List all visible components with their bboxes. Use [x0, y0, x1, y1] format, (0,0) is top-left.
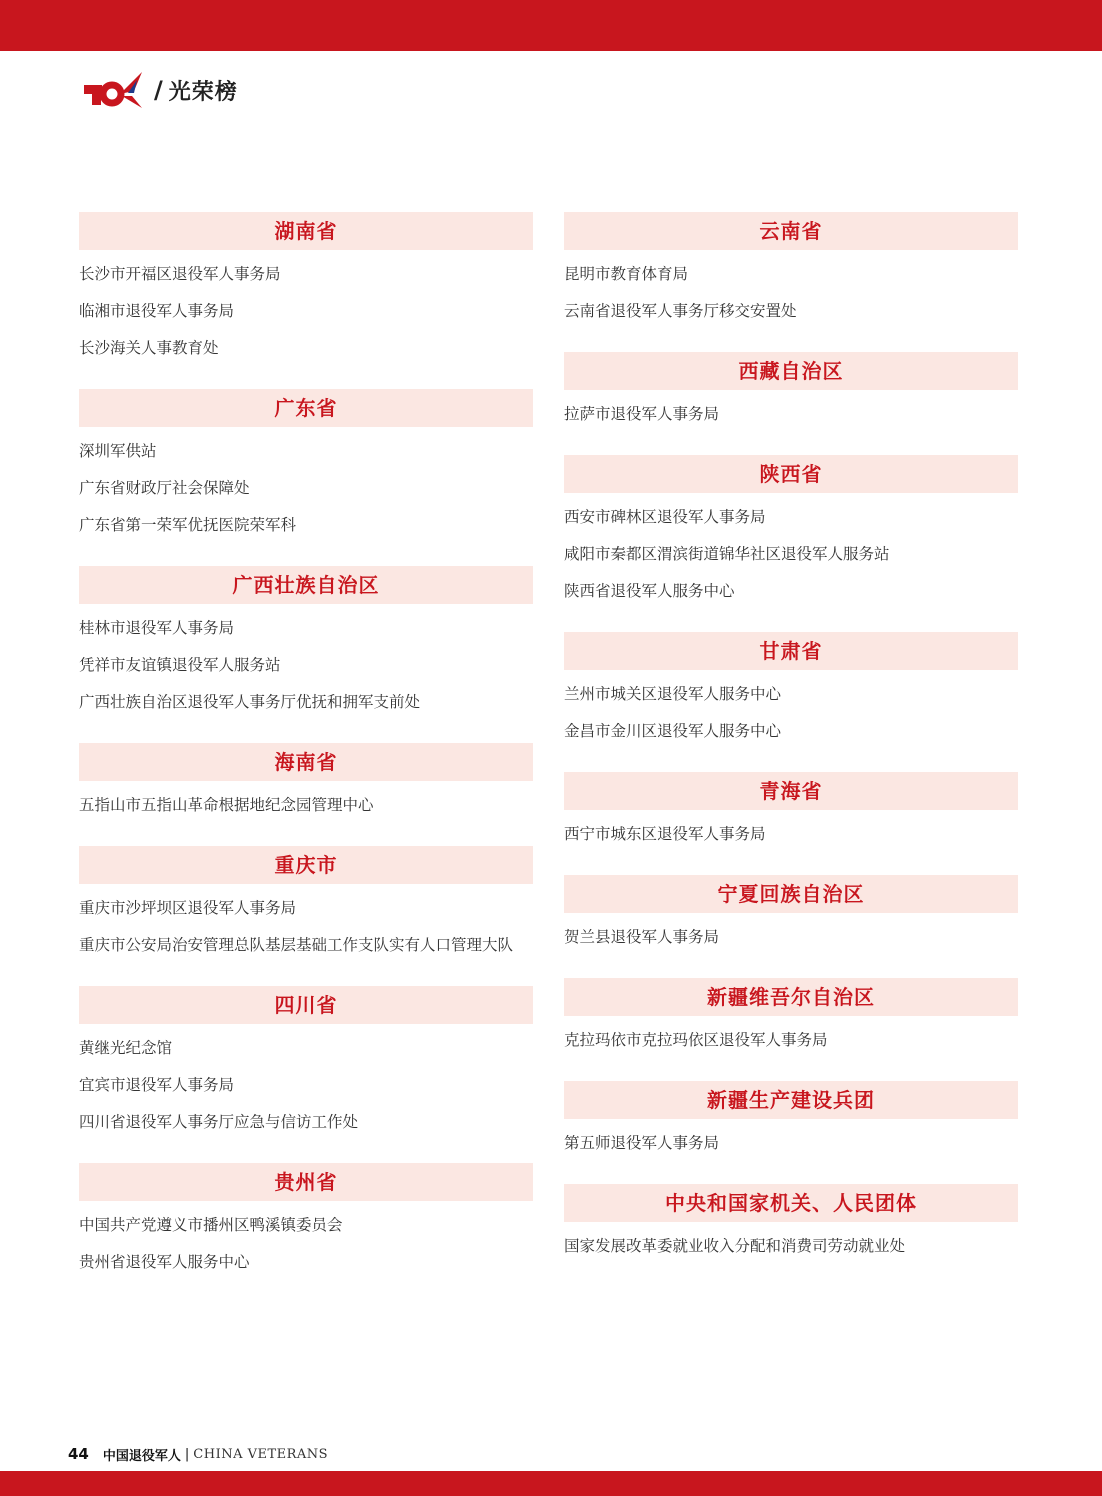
- honoree-item: 兰州市城关区退役军人服务中心: [564, 685, 782, 703]
- region-header: 新疆维吾尔自治区: [564, 978, 1018, 1016]
- magazine-logo-icon: [84, 72, 146, 108]
- honoree-list: [564, 250, 1018, 330]
- honoree-list: [79, 1024, 533, 1141]
- region-header: 甘肃省: [564, 632, 1018, 670]
- honoree-item: 临湘市退役军人事务局: [79, 302, 235, 320]
- honoree-item: 五指山市五指山革命根据地纪念园管理中心: [79, 796, 374, 814]
- honoree-item: 拉萨市退役军人事务局: [564, 405, 720, 423]
- region-group: [79, 566, 533, 721]
- region-group: [564, 455, 1018, 610]
- region-group: [79, 743, 533, 824]
- honoree-item: 宜宾市退役军人事务局: [79, 1076, 235, 1094]
- honoree-item: 云南省退役军人事务厅移交安置处: [564, 302, 797, 320]
- honoree-item: 重庆市公安局治安管理总队基层基础工作支队实有人口管理大队: [79, 936, 514, 954]
- honoree-item: 陕西省退役军人服务中心: [564, 582, 735, 600]
- region-group: [564, 978, 1018, 1059]
- region-group: [564, 875, 1018, 956]
- region-group: [564, 1081, 1018, 1162]
- header-slash: /: [154, 76, 163, 104]
- region-header: 宁夏回族自治区: [564, 875, 1018, 913]
- region-header: 中央和国家机关、人民团体: [564, 1184, 1018, 1222]
- honoree-list: [79, 1201, 533, 1281]
- region-group: [79, 212, 533, 367]
- honoree-item: 西安市碑林区退役军人事务局: [564, 508, 766, 526]
- honoree-list: [79, 427, 533, 544]
- honoree-list: [564, 1016, 1018, 1059]
- honoree-item: 广东省财政厅社会保障处: [79, 479, 250, 497]
- honoree-item: 贺兰县退役军人事务局: [564, 928, 720, 946]
- region-header: 陕西省: [564, 455, 1018, 493]
- honoree-item: 重庆市沙坪坝区退役军人事务局: [79, 899, 297, 917]
- honoree-item: 长沙海关人事教育处: [79, 339, 219, 357]
- honoree-list: [564, 670, 1018, 750]
- region-header: 重庆市: [79, 846, 533, 884]
- honoree-item: 国家发展改革委就业收入分配和消费司劳动就业处: [564, 1237, 906, 1255]
- region-group: [564, 772, 1018, 853]
- region-header: 湖南省: [79, 212, 533, 250]
- region-group: [79, 846, 533, 964]
- region-header: 广东省: [79, 389, 533, 427]
- magazine-name-en: CHINA VETERANS: [193, 1446, 329, 1462]
- honoree-item: 咸阳市秦都区渭滨街道锦华社区退役军人服务站: [564, 545, 890, 563]
- bottom-red-band: [0, 1471, 1102, 1496]
- region-header: 新疆生产建设兵团: [564, 1081, 1018, 1119]
- honoree-item: 金昌市金川区退役军人服务中心: [564, 722, 782, 740]
- honoree-item: 四川省退役军人事务厅应急与信访工作处: [79, 1113, 359, 1131]
- honoree-item: 中国共产党遵义市播州区鸭溪镇委员会: [79, 1216, 343, 1234]
- honoree-item: 桂林市退役军人事务局: [79, 619, 235, 637]
- honoree-item: 广东省第一荣军优抚医院荣军科: [79, 516, 297, 534]
- magazine-name-cn: 中国退役军人: [102, 1448, 181, 1464]
- region-header: 云南省: [564, 212, 1018, 250]
- region-header: 贵州省: [79, 1163, 533, 1201]
- honoree-item: 第五师退役军人事务局: [564, 1134, 720, 1152]
- region-header: 海南省: [79, 743, 533, 781]
- honoree-item: 黄继光纪念馆: [79, 1039, 173, 1057]
- region-group: [564, 212, 1018, 330]
- region-header: 广西壮族自治区: [79, 566, 533, 604]
- honoree-item: 西宁市城东区退役军人事务局: [564, 825, 766, 843]
- region-group: [564, 632, 1018, 750]
- honoree-item: 昆明市教育体育局: [564, 265, 689, 283]
- honoree-list: [564, 1119, 1018, 1162]
- honoree-item: 凭祥市友谊镇退役军人服务站: [79, 656, 281, 674]
- page-number: 44: [68, 1445, 89, 1463]
- honoree-list: [564, 390, 1018, 433]
- honoree-list: [79, 781, 533, 824]
- page-header: [84, 70, 238, 110]
- region-group: [564, 1184, 1018, 1265]
- region-group: [79, 1163, 533, 1281]
- region-header: 四川省: [79, 986, 533, 1024]
- page-footer: [68, 1443, 328, 1465]
- honoree-list: [564, 810, 1018, 853]
- honoree-list: [564, 1222, 1018, 1265]
- right-column: [564, 212, 1018, 1287]
- region-group: [564, 352, 1018, 433]
- honoree-item: 长沙市开福区退役军人事务局: [79, 265, 281, 283]
- honoree-list: [79, 604, 533, 721]
- region-group: [79, 389, 533, 544]
- honoree-item: 深圳军供站: [79, 442, 157, 460]
- honoree-list: [564, 913, 1018, 956]
- footer-separator: |: [184, 1446, 190, 1462]
- honoree-item: 贵州省退役军人服务中心: [79, 1253, 250, 1271]
- region-header: 西藏自治区: [564, 352, 1018, 390]
- honoree-item: 广西壮族自治区退役军人事务厅优抚和拥军支前处: [79, 693, 421, 711]
- left-column: [79, 212, 533, 1303]
- honoree-item: 克拉玛依市克拉玛依区退役军人事务局: [564, 1031, 828, 1049]
- section-title: 光荣榜: [168, 79, 238, 105]
- region-header: 青海省: [564, 772, 1018, 810]
- honoree-list: [564, 493, 1018, 610]
- honoree-list: [79, 884, 533, 964]
- honoree-list: [79, 250, 533, 367]
- region-group: [79, 986, 533, 1141]
- top-red-band: [0, 0, 1102, 51]
